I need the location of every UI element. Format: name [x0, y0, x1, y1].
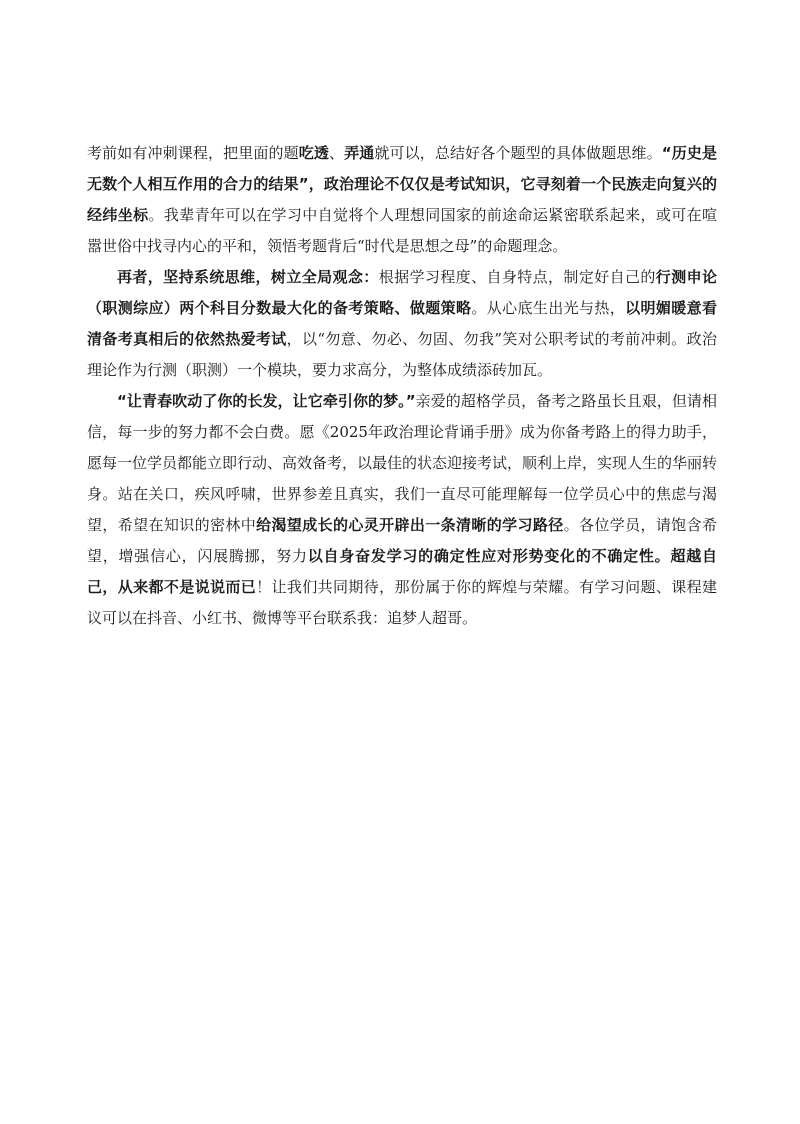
text-run: 就可以，总结好各个题型的具体做题思维。 [374, 144, 662, 162]
text-run: 根据学习程度、自身特点，制定好自己的 [378, 268, 656, 286]
text-run: 、 [328, 144, 345, 162]
bold-text-run: “历史是无数个人相互作用的合力的结果”，政治理论不仅仅是考试知识，它寻刻着一个民族走向复兴的经纬坐标 [87, 144, 717, 224]
text-run: 。我辈青年可以在学习中自觉将个人理想同国家的前途命运紧密联系起来，或可在喧嚣世俗中找寻内心的平和，领悟考题背后“时代是思想之母”的命题理念。 [87, 206, 717, 255]
text-run: 。各位学员，请饱含希望，增强信心，闪展腾挪，努力 [87, 516, 717, 565]
bold-text-run: 以明媚暖意看清备考真相后的依然热爱考试 [87, 299, 717, 348]
body-text [87, 138, 717, 634]
bold-text-run: 给渴望成长的心灵开辟出一条清晰的学习路径 [256, 516, 564, 534]
text-run: 。从心底生出光与热， [471, 299, 626, 317]
bold-text-run: 再者，坚持系统思维，树立全局观念： [117, 268, 379, 286]
paragraph-1 [87, 138, 717, 262]
bold-text-run: 行测申论（职测综应）两个科目分数最大化的备考策略、做题策略 [87, 268, 717, 317]
bold-text-run: 弄通 [344, 144, 375, 162]
bold-text-run: 以自身奋发学习的确定性应对形势变化的不确定性。超越自己，从来都不是说说而已 [87, 547, 717, 596]
paragraph-3 [87, 386, 717, 634]
text-run: 亲爱的超格学员，备考之路虽长且艰，但请相信，每一步的努力都不会白费。愿《2025年政治理论背诵手册》成为你备考路上的得力助手，愿每一位学员都能立即行动、高效备考，以最佳的状态迎接考试，顺利上岸，实现人生的华丽转身。站在关口，疾风呼啸，世界参差且真实，我们一直尽可能理解每一位学员心中的焦虑与渴望，希望在知识的密林中 [87, 392, 718, 534]
paragraph-2 [87, 262, 717, 386]
text-run: ！让我们共同期待，那份属于你的辉煌与荣耀。有学习问题、课程建议可以在抖音、小红书、微博等平台联系我：追梦人超哥。 [87, 578, 717, 627]
text-run: ，以“勿意、勿必、勿固、勿我”笑对公职考试的考前冲刺。政治理论作为行测（职测）一个模块，要力求高分，为整体成绩添砖加瓦。 [87, 330, 717, 379]
text-run: 考前如有冲刺课程，把里面的题 [87, 144, 299, 162]
bold-text-run: “让青春吹动了你的长发，让它牵引你的梦。” [117, 392, 416, 410]
bold-text-run: 吃透 [298, 144, 329, 162]
